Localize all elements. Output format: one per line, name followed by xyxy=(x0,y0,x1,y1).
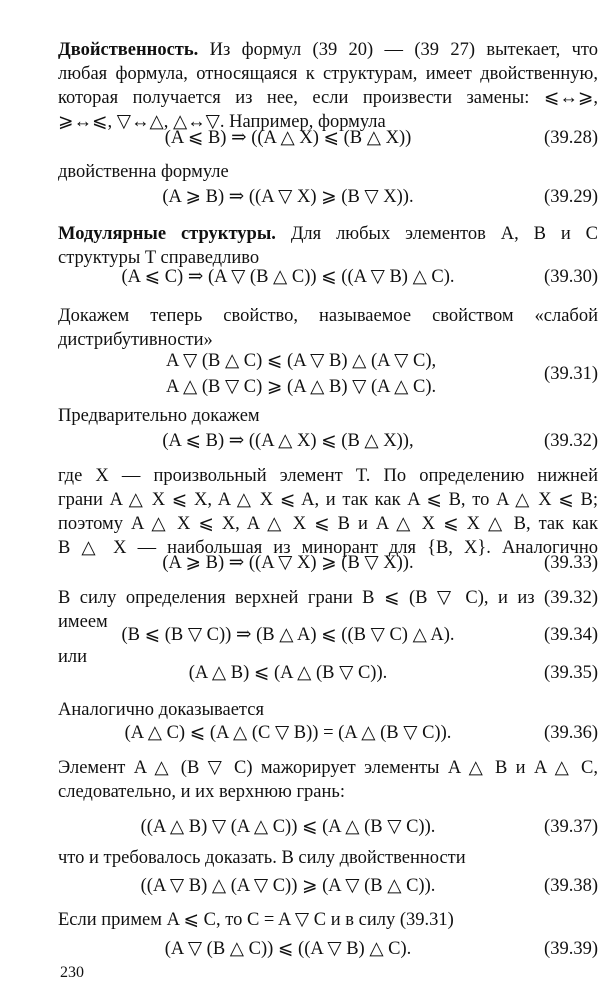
formula-39-29 xyxy=(58,184,598,210)
text-line: Элемент A △ (B ▽ C) мажорирует элементы A △ B и A △ C, xyxy=(58,758,598,778)
paragraph-similarly xyxy=(58,698,598,722)
paragraph-if-assume xyxy=(58,908,598,932)
text-line: ⩾↔⩽, ▽↔△, △↔▽. Например, формула xyxy=(58,112,386,132)
formula-number: (39.32) xyxy=(544,431,598,451)
text-line: любая формула, относящаяся к структурам, имеет двойственную, xyxy=(58,64,598,84)
text-line: поэтому A △ X ⩽ X, A △ X ⩽ B и A △ X ⩽ X △ B, так как xyxy=(58,514,598,534)
formula-39-28 xyxy=(58,125,598,151)
section-heading: Двойственность. xyxy=(58,40,199,60)
text-line: следовательно, и их верхнюю грань: xyxy=(58,782,345,802)
formula-39-33 xyxy=(58,550,598,576)
section-heading: Модулярные структуры. xyxy=(58,224,276,244)
paragraph-preliminary xyxy=(58,404,598,428)
formula-number: (39.36) xyxy=(544,723,598,743)
formula-number: (39.28) xyxy=(544,128,598,148)
formula-number: (39.37) xyxy=(544,817,598,837)
text-line: грани A △ X ⩽ X, A △ X ⩽ A, и так как A ⩽ B, то A △ X ⩽ B; xyxy=(58,490,598,510)
formula-expression: (A ⩽ B) ⇒ ((A △ X) ⩽ (B △ X)), xyxy=(162,431,414,451)
text-line: Если примем A ⩽ C, то C = A ▽ C и в силу (39.31) xyxy=(58,910,454,930)
formula-expression: ((A △ B) ▽ (A △ C)) ⩽ (A △ (B ▽ C)). xyxy=(140,817,436,837)
formula-39-35 xyxy=(58,660,598,686)
page-number: 230 xyxy=(60,964,84,981)
text-line: В силу определения верхней грани B ⩽ (B ▽ C), и из (39.32) xyxy=(58,588,598,608)
text-line xyxy=(58,222,598,246)
formula-expression: (A ⩽ C) ⇒ (A ▽ (B △ C)) ⩽ ((A ▽ B) △ C). xyxy=(121,267,455,287)
formula-39-38 xyxy=(58,873,598,899)
formula-expression: (A △ C) ⩽ (A △ (C ▽ B)) = (A △ (B ▽ C)). xyxy=(124,723,452,743)
formula-expression: (A ⩾ B) ⇒ ((A ▽ X) ⩾ (B ▽ X)). xyxy=(162,187,414,207)
formula-number: (39.31) xyxy=(544,364,598,384)
formula-expression: A △ (B ▽ C) ⩾ (A △ B) ▽ (A △ C). xyxy=(166,377,437,397)
paragraph-proved xyxy=(58,846,598,870)
text-line: B △ X — наибольшая из минорант для {B, X}. Аналогично xyxy=(58,538,598,558)
paragraph-weak-distributivity xyxy=(58,304,598,352)
formula-expression: ((A ▽ B) △ (A ▽ C)) ⩾ (A ▽ (B △ C)). xyxy=(140,876,436,896)
formula-39-39 xyxy=(58,936,598,962)
formula-39-30 xyxy=(58,264,598,290)
text-run: Из формул (39 20) — (39 27) вытекает, что xyxy=(209,40,599,60)
text-line: Докажем теперь свойство, называемое свойством «слабой xyxy=(58,306,598,326)
text-line: или xyxy=(58,647,88,667)
paragraph-majorizes xyxy=(58,756,598,804)
paragraph-dual-text xyxy=(58,160,598,184)
formula-number: (39.35) xyxy=(544,663,598,683)
formula-number: (39.33) xyxy=(544,553,598,573)
text-line: структуры T справедливо xyxy=(58,248,260,268)
text-line: Аналогично доказывается xyxy=(58,700,264,720)
formula-expression: (A ⩾ B) ⇒ ((A ▽ X) ⩾ (B ▽ X)). xyxy=(162,553,414,573)
formula-39-37 xyxy=(58,814,598,840)
paragraph-lower-bound xyxy=(58,464,598,560)
text-line: имеем xyxy=(58,612,108,632)
formula-39-31 xyxy=(58,348,598,400)
text-line: что и требовалось доказать. В силу двойственности xyxy=(58,848,466,868)
text-run: Для любых элементов A, B и C xyxy=(290,224,598,244)
formula-number: (39.38) xyxy=(544,876,598,896)
text-line: Предварительно докажем xyxy=(58,406,260,426)
text-line: где X — произвольный элемент T. По определению нижней xyxy=(58,466,598,486)
formula-39-32 xyxy=(58,428,598,454)
text-line: которая получается из нее, если произвести замены: ⩽↔⩾, xyxy=(58,88,598,108)
text-line xyxy=(58,38,598,62)
text-line: дистрибутивности» xyxy=(58,330,213,350)
formula-expression: (B ⩽ (B ▽ C)) ⇒ (B △ A) ⩽ ((B ▽ C) △ A). xyxy=(121,625,455,645)
text-line: двойственна формуле xyxy=(58,162,229,182)
formula-number: (39.29) xyxy=(544,187,598,207)
formula-expression: (A ⩽ B) ⇒ ((A △ X) ⩽ (B △ X)) xyxy=(164,128,412,148)
paragraph-duality xyxy=(58,38,598,134)
formula-expression: (A △ B) ⩽ (A △ (B ▽ C)). xyxy=(188,663,388,683)
formula-expression: A ▽ (B △ C) ⩽ (A ▽ B) △ (A ▽ C), xyxy=(166,351,437,371)
formula-number: (39.34) xyxy=(544,625,598,645)
formula-number: (39.30) xyxy=(544,267,598,287)
formula-39-36 xyxy=(58,720,598,746)
formula-expression: (A ▽ (B △ C)) ⩽ ((A ▽ B) △ C). xyxy=(164,939,412,959)
paragraph-modular xyxy=(58,222,598,270)
formula-number: (39.39) xyxy=(544,939,598,959)
